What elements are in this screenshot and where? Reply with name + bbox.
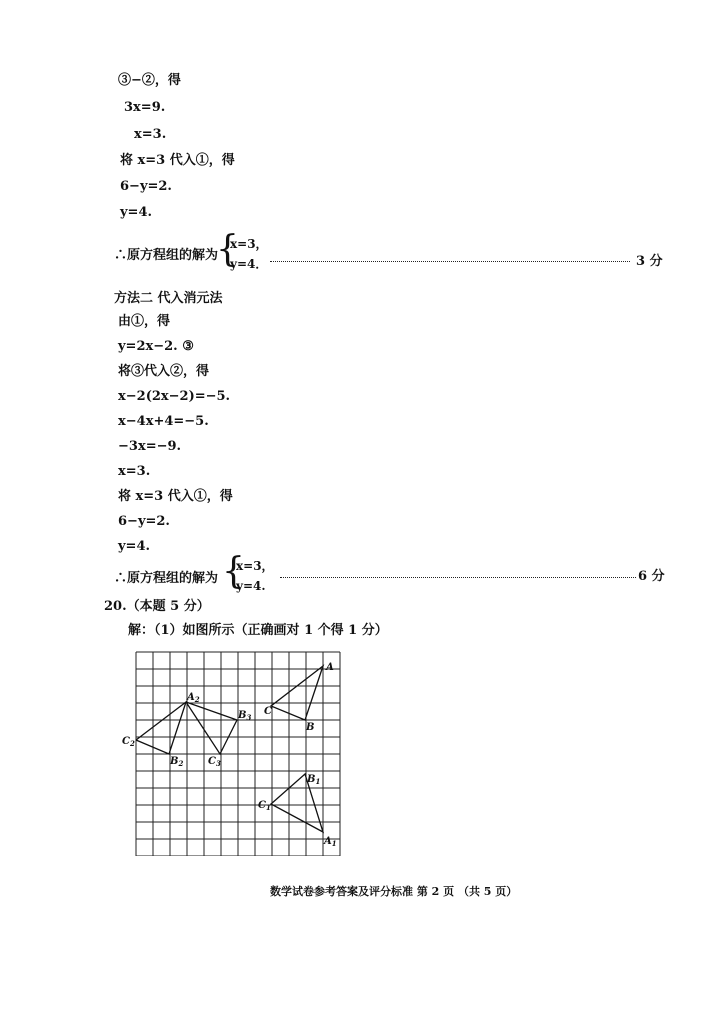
label-a1-main: A — [324, 836, 332, 847]
conclusion-prefix: ∴原方程组的解为 — [114, 571, 219, 586]
label-c3-sub: 3 — [215, 759, 221, 768]
label-b2-main: B — [170, 756, 179, 767]
label-b3 — [237, 710, 251, 722]
triangle-abc — [271, 666, 323, 720]
label-b2 — [169, 756, 183, 768]
label-b3-main: B — [238, 710, 247, 721]
step-line: 将 x=3 代入①，得 — [118, 489, 233, 504]
label-c1-main: C — [258, 800, 266, 811]
step-line: 将 x=3 代入①，得 — [120, 153, 235, 168]
system-eq-x: x=3， — [236, 559, 274, 573]
step-line: x=3. — [134, 127, 167, 142]
step-line: 6−y=2. — [120, 179, 172, 194]
label-b2-sub: 2 — [178, 759, 184, 768]
dotted-leader — [280, 577, 636, 578]
equation-system — [216, 229, 276, 276]
label-c1 — [258, 800, 271, 812]
label-b1-sub: 1 — [315, 777, 321, 786]
label-a: A — [326, 662, 334, 673]
step-line: 由①，得 — [118, 314, 171, 329]
system-eq-y: y=4． — [230, 257, 268, 271]
step-line: y=4. — [120, 205, 153, 220]
equation-system — [222, 551, 282, 598]
step-line: x=3. — [118, 464, 151, 479]
page-footer: 数学试卷参考答案及评分标准 第 2 页 （共 5 页） — [270, 885, 518, 898]
label-b1 — [306, 774, 320, 786]
step-line: x−4x+4=−5. — [118, 414, 209, 429]
label-c3 — [208, 756, 221, 768]
score-label: 6 分 — [638, 569, 665, 584]
label-a2-sub: 2 — [194, 695, 200, 704]
dotted-leader — [270, 261, 630, 262]
method-title: 方法二 代入消元法 — [114, 291, 223, 306]
brace-icon: { — [216, 229, 239, 270]
question-heading: 20.（本题 5 分） — [104, 599, 210, 614]
system-eq-y: y=4. — [236, 579, 266, 593]
step-line: 将③代入②，得 — [118, 364, 210, 379]
triangle-a2b3c3 — [186, 702, 237, 754]
label-a2 — [186, 692, 200, 704]
step-line: 3x=9. — [124, 100, 166, 115]
label-c1-sub: 1 — [265, 803, 271, 812]
label-c: C — [264, 706, 272, 717]
step-line: −3x=−9. — [118, 439, 182, 454]
triangle-a2b2c2 — [136, 702, 186, 754]
step-line: y=4. — [118, 539, 151, 554]
system-eq-x: x=3， — [230, 237, 268, 251]
step-line: 6−y=2. — [118, 514, 170, 529]
score-label: 3 分 — [636, 254, 663, 269]
brace-icon: { — [222, 551, 245, 592]
step-line: y=2x−2. ③ — [118, 339, 194, 354]
step-line: ③−②，得 — [118, 73, 181, 88]
label-c2-sub: 2 — [129, 739, 135, 748]
label-c2-main: C — [122, 736, 130, 747]
label-a2-main: A — [187, 692, 195, 703]
label-b: B — [306, 722, 315, 733]
triangles — [136, 666, 323, 832]
conclusion-prefix: ∴原方程组的解为 — [114, 248, 219, 263]
label-a1-sub: 1 — [331, 839, 337, 848]
step-line: x−2(2x−2)=−5. — [118, 389, 231, 404]
label-b3-sub: 3 — [246, 713, 252, 722]
label-c2 — [122, 736, 135, 748]
label-a1 — [323, 836, 337, 848]
grid-figure — [118, 648, 350, 856]
label-b1-main: B — [307, 774, 316, 785]
answer-line: 解：（1）如图所示（正确画对 1 个得 1 分） — [128, 623, 388, 638]
label-c3-main: C — [208, 756, 216, 767]
